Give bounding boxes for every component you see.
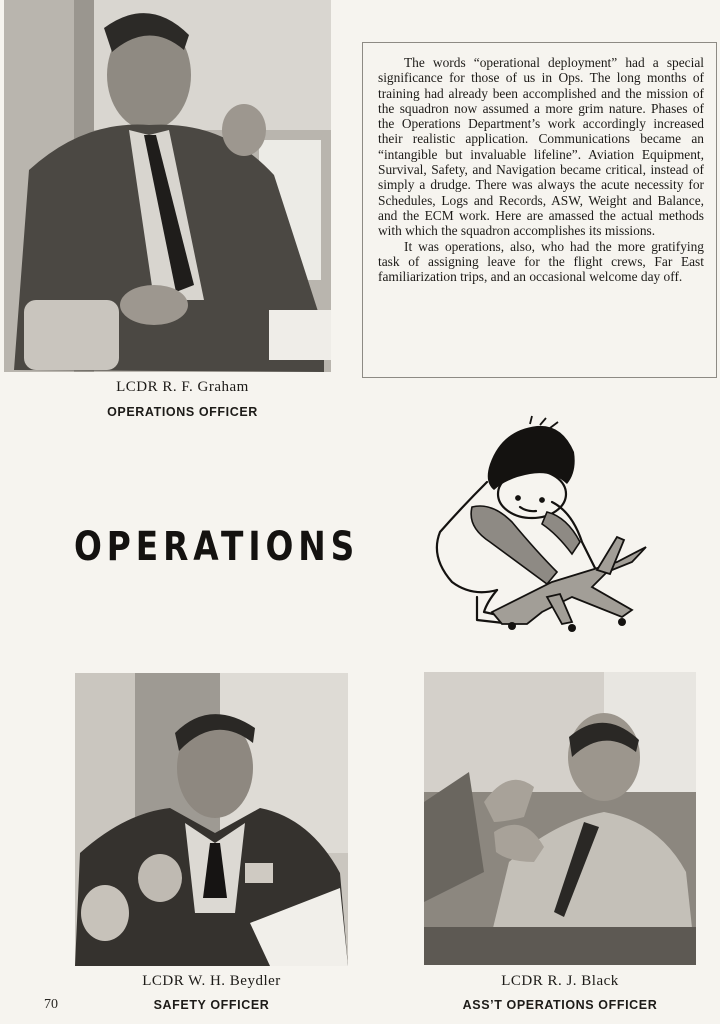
page-number: 70 [44,997,58,1012]
body-paragraph-1: The words “operational deployment” had a special significance for those of us in Ops. The long months of training had already been accomplished and the mission of the squadron now assumed a more grim nature. Phases of the Operations Department’s work accordingly increased their realistic application. Communications became an “intangible but invaluable lifeline”. Aviation Equipment, Survival, Safety, and Navigation became critical, instead of simply a drudge. There was always the acute necessity for Schedules, Logs and Records, ASW, Weight and Balance, and the ECM work. Here are amassed the actual methods with which the squadron accomplishes its missions. [378,55,704,239]
section-heading: OPERATIONS [74,524,360,570]
portrait-photo-graham [4,0,331,372]
portrait-name-graham: LCDR R. F. Graham [116,379,249,395]
portrait-photo-black [424,672,696,965]
child-with-toy-airplane-illustration [432,412,656,634]
portrait-title-beydler: SAFETY OFFICER [153,998,270,1012]
portrait-title-black: ASS’T OPERATIONS OFFICER [462,998,658,1012]
operations-description [362,42,717,378]
portrait-name-black: LCDR R. J. Black [501,973,619,989]
portrait-photo-beydler [75,673,348,966]
portrait-name-beydler: LCDR W. H. Beydler [142,973,281,989]
body-paragraph-2: It was operations, also, who had the more gratifying task of assigning leave for the flight crews, Far East familiarization trips, and an occasional welcome day off. [378,238,704,285]
portrait-title-graham: OPERATIONS OFFICER [107,405,258,419]
